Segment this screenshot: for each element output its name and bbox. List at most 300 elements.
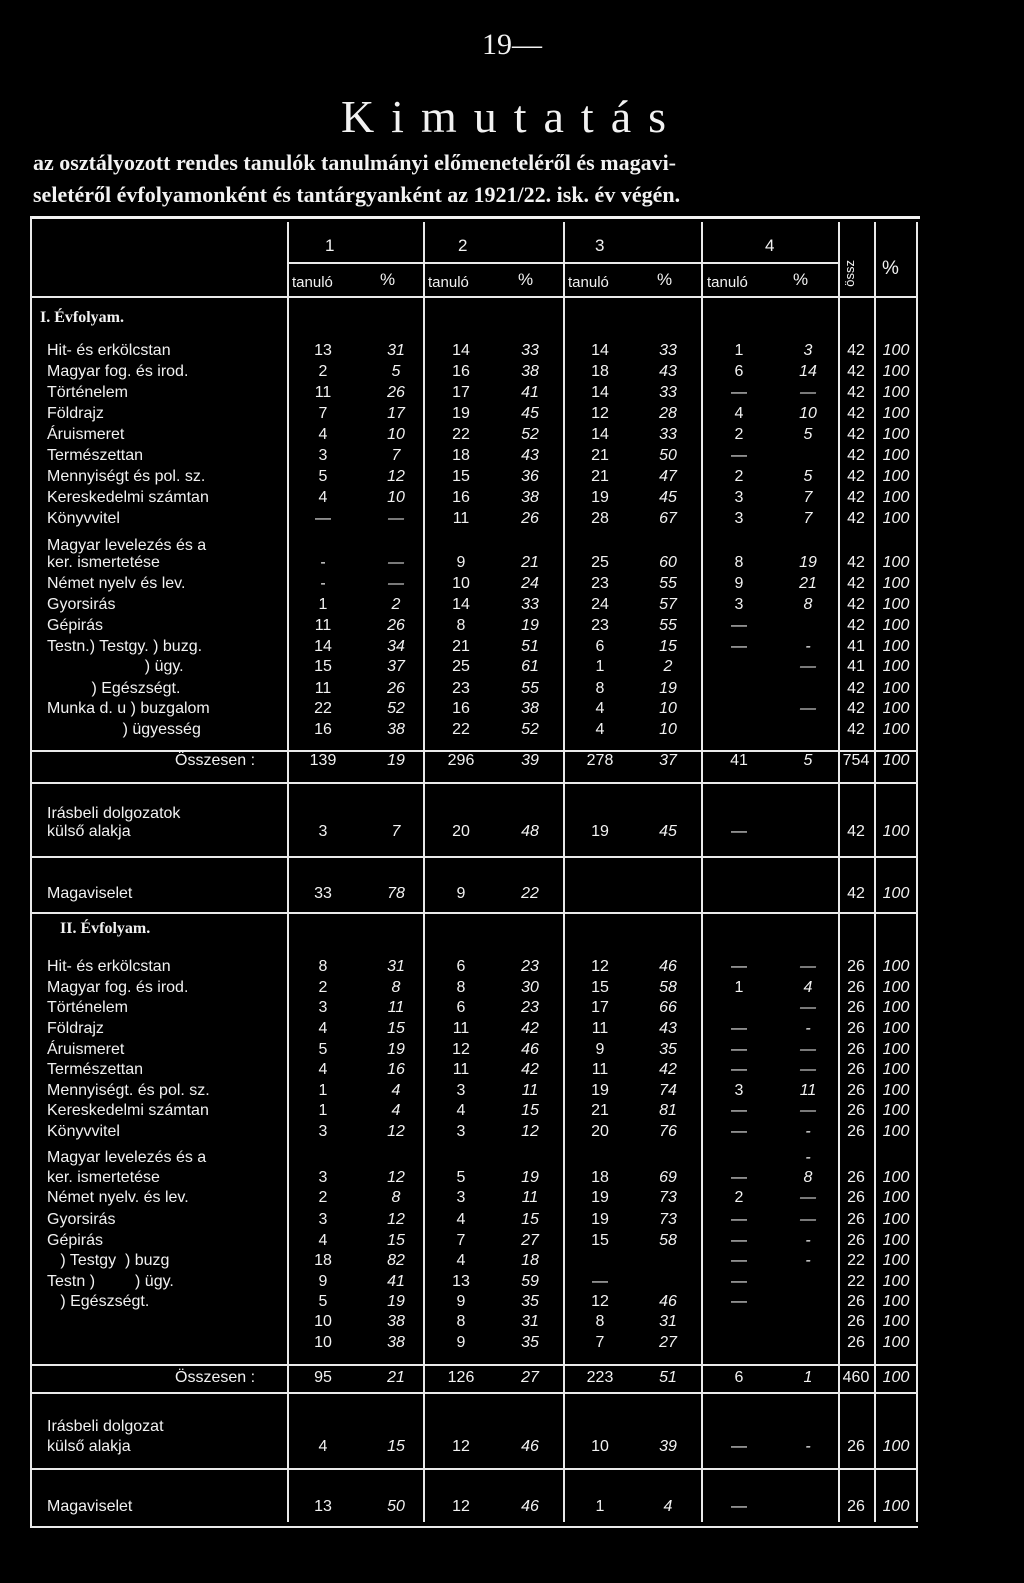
table-cell: — — [800, 658, 816, 675]
table-row — [0, 1230, 1024, 1251]
table-cell: 3 — [734, 596, 744, 613]
table-cell: 100 — [882, 1211, 910, 1228]
table-cell: 18 — [314, 1252, 332, 1269]
table-cell: 95 — [314, 1369, 332, 1386]
table-cell: 8 — [391, 979, 401, 996]
table-cell: 19 — [387, 1041, 405, 1058]
table-cell: 2 — [318, 1189, 328, 1206]
table-cell: 15 — [387, 1438, 405, 1455]
table-cell: 11 — [521, 1189, 539, 1206]
table-cell: 10 — [387, 426, 405, 443]
table-cell: 15 — [521, 1211, 539, 1228]
table-cell: 100 — [882, 1252, 910, 1269]
table-cell: 42 — [847, 363, 865, 380]
table-cell: 51 — [521, 638, 539, 655]
row-label: Földrajz — [47, 405, 104, 422]
table-cell: 126 — [447, 1369, 475, 1386]
table-cell: 100 — [882, 1438, 910, 1455]
table-cell: 55 — [521, 680, 539, 697]
table-cell: 2 — [318, 979, 328, 996]
table-cell: — — [731, 1232, 747, 1249]
table-cell: — — [800, 1189, 816, 1206]
table-cell: 18 — [452, 447, 470, 464]
table-cell: 10 — [659, 721, 677, 738]
table-cell: 4 — [318, 1020, 328, 1037]
table-cell: 41 — [387, 1273, 405, 1290]
table-cell: — — [800, 999, 816, 1016]
table-cell: 45 — [521, 405, 539, 422]
table-cell: 100 — [882, 1123, 910, 1140]
row-label: ker. ismertetése — [47, 1169, 160, 1186]
table-cell: — — [731, 1438, 747, 1455]
row-label: Hit- és erkölcstan — [47, 958, 171, 975]
table-cell: 45 — [659, 489, 677, 506]
table-cell: 100 — [882, 958, 910, 975]
table-row — [0, 719, 1024, 740]
col-pct-4: % — [793, 270, 809, 289]
table-cell: 26 — [387, 680, 405, 697]
table-cell: — — [388, 554, 404, 571]
table-row — [0, 977, 1024, 998]
table-cell: 24 — [591, 596, 609, 613]
table-cell: 4 — [391, 1082, 401, 1099]
subtitle-line-2: seletéről évfolyamonként és tantárgyanként az 1921/22. isk. év végén. — [33, 182, 681, 207]
table-cell: 28 — [659, 405, 677, 422]
table-row — [0, 1311, 1024, 1332]
table-cell: 22 — [521, 885, 539, 902]
col-pct-3: % — [657, 270, 673, 289]
col-tanulo-4: tanuló — [707, 274, 748, 291]
table-row — [0, 997, 1024, 1018]
table-row — [0, 1436, 1024, 1457]
table-cell: 18 — [591, 1169, 609, 1186]
table-cell: 22 — [452, 426, 470, 443]
table-cell: 11 — [314, 384, 332, 401]
table-row — [0, 445, 1024, 466]
table-cell: 12 — [452, 1498, 470, 1515]
table-cell: 48 — [521, 823, 539, 840]
table-cell: 3 — [318, 1211, 328, 1228]
table-row — [0, 466, 1024, 487]
row-label: Gépirás — [47, 617, 104, 634]
table-cell: 100 — [882, 1169, 910, 1186]
table-cell: 100 — [882, 721, 910, 738]
table-cell: 52 — [521, 426, 539, 443]
table-cell: — — [731, 1041, 747, 1058]
page-number: 19— — [482, 28, 542, 61]
table-cell: 23 — [521, 999, 539, 1016]
table-cell: 3 — [734, 489, 744, 506]
table-cell: 78 — [387, 885, 405, 902]
table-cell: 33 — [521, 342, 539, 359]
table-cell: 30 — [521, 979, 539, 996]
row-label: Mennyiségt. és pol. sz. — [47, 1082, 210, 1099]
table-cell: 42 — [847, 885, 865, 902]
table-cell: 26 — [847, 1020, 865, 1037]
table-cell: 10 — [452, 575, 470, 592]
table-cell: 12 — [591, 958, 609, 975]
table-cell: — — [800, 700, 816, 717]
row-label: Összesen : — [175, 752, 256, 769]
table-cell: 4 — [318, 489, 328, 506]
table-cell: 46 — [659, 958, 677, 975]
table-cell: 42 — [847, 384, 865, 401]
table-cell: 12 — [521, 1123, 539, 1140]
table-cell: 21 — [452, 638, 470, 655]
table-cell: — — [315, 510, 331, 527]
table-cell: 14 — [799, 363, 817, 380]
table-cell: 14 — [452, 596, 470, 613]
table-cell: 100 — [882, 1293, 910, 1310]
table-cell: 31 — [659, 1313, 677, 1330]
table-cell: 26 — [847, 1211, 865, 1228]
table-cell: 43 — [521, 447, 539, 464]
table-cell: — — [731, 1498, 747, 1515]
table-cell: 47 — [659, 468, 677, 485]
table-row — [0, 1080, 1024, 1101]
table-cell: 18 — [521, 1252, 539, 1269]
table-cell: 15 — [659, 638, 677, 655]
table-row — [0, 1187, 1024, 1208]
table-cell: 38 — [387, 1334, 405, 1351]
table-cell: 19 — [799, 554, 817, 571]
table-cell: 42 — [847, 596, 865, 613]
table-cell: 100 — [882, 1041, 910, 1058]
table-cell: 14 — [591, 342, 609, 359]
row-label: Hit- és erkölcstan — [47, 342, 171, 359]
table-cell: 6 — [734, 1369, 744, 1386]
table-cell: 41 — [847, 638, 865, 655]
table-cell: — — [731, 1169, 747, 1186]
table-cell: 100 — [882, 426, 910, 443]
row-label: Irásbeli dolgozat — [47, 1418, 164, 1435]
table-cell: 15 — [591, 979, 609, 996]
table-cell: — — [731, 617, 747, 634]
table-cell: 100 — [882, 658, 910, 675]
table-cell: - — [805, 1232, 811, 1249]
table-cell: — — [731, 1273, 747, 1290]
table-cell: 100 — [882, 999, 910, 1016]
table-cell: 4 — [734, 405, 744, 422]
table-cell: 26 — [847, 1438, 865, 1455]
table-cell: 21 — [591, 1102, 609, 1119]
table-cell: — — [731, 447, 747, 464]
table-cell: 59 — [521, 1273, 539, 1290]
table-cell: - — [320, 575, 326, 592]
row-label: Gyorsirás — [47, 1211, 116, 1228]
row-label: ) ügy. — [47, 658, 184, 675]
table-cell: 100 — [882, 700, 910, 717]
table-cell: 4 — [456, 1252, 466, 1269]
table-cell: 66 — [659, 999, 677, 1016]
table-cell: — — [731, 1252, 747, 1269]
table-cell: 31 — [387, 958, 405, 975]
table-cell: 11 — [591, 1020, 609, 1037]
table-cell: 17 — [591, 999, 609, 1016]
table-cell: — — [800, 958, 816, 975]
table-cell: 26 — [847, 1123, 865, 1140]
table-row — [0, 1209, 1024, 1230]
row-label: Földrajz — [47, 1020, 104, 1037]
table-row — [0, 1416, 1024, 1437]
col-tanulo-1: tanuló — [292, 274, 333, 291]
table-cell: 17 — [387, 405, 405, 422]
row-label: Mennyiségt és pol. sz. — [47, 468, 206, 485]
row-label: Testn ) ) ügy. — [47, 1273, 174, 1290]
table-cell: 3 — [456, 1123, 466, 1140]
table-cell: - — [805, 1149, 811, 1166]
table-cell: 11 — [591, 1061, 609, 1078]
table-cell: 42 — [847, 554, 865, 571]
col-total-pct: % — [882, 258, 899, 279]
table-cell: 100 — [882, 680, 910, 697]
table-cell: 100 — [882, 1020, 910, 1037]
table-cell: 3 — [734, 1082, 744, 1099]
table-cell: 1 — [595, 1498, 605, 1515]
table-row — [0, 552, 1024, 573]
table-row — [0, 1250, 1024, 1271]
total-row — [0, 1367, 1024, 1388]
table-cell: 42 — [521, 1020, 539, 1037]
table-cell: 43 — [659, 363, 677, 380]
table-cell: 9 — [456, 1293, 466, 1310]
table-cell: 19 — [659, 680, 677, 697]
table-cell: 4 — [318, 426, 328, 443]
table-cell: 139 — [309, 752, 337, 769]
table-row — [0, 1167, 1024, 1188]
table-cell: 14 — [591, 426, 609, 443]
table-cell: 33 — [659, 426, 677, 443]
table-cell: 11 — [521, 1082, 539, 1099]
row-label: Történelem — [47, 999, 128, 1016]
table-cell: 5 — [391, 363, 401, 380]
table-cell: 21 — [521, 554, 539, 571]
table-cell: 10 — [314, 1313, 332, 1330]
table-cell: 3 — [734, 510, 744, 527]
table-cell: 26 — [847, 999, 865, 1016]
table-cell: 100 — [882, 752, 910, 769]
table-cell: 7 — [456, 1232, 466, 1249]
table-cell: 42 — [847, 721, 865, 738]
col-pct-2: % — [518, 270, 534, 289]
table-cell: 100 — [882, 1334, 910, 1351]
table-cell: 34 — [387, 638, 405, 655]
section-heading-row — [0, 918, 1024, 939]
row-label: Magaviselet — [47, 1498, 133, 1515]
table-row — [0, 508, 1024, 529]
table-cell: — — [731, 1123, 747, 1140]
table-cell: 1 — [318, 596, 328, 613]
table-row — [0, 361, 1024, 382]
table-cell: 10 — [799, 405, 817, 422]
table-cell: 4 — [318, 1232, 328, 1249]
table-row — [0, 487, 1024, 508]
row-label: Magyar levelezés és a — [47, 1149, 207, 1166]
row-label: ker. ismertetése — [47, 554, 160, 571]
table-cell: 12 — [387, 468, 405, 485]
row-label: ) ügyesség — [47, 721, 201, 738]
table-cell: 22 — [452, 721, 470, 738]
table-cell: 100 — [882, 1232, 910, 1249]
table-cell: 41 — [847, 658, 865, 675]
table-row — [0, 1018, 1024, 1039]
table-cell: 5 — [456, 1169, 466, 1186]
table-cell: 35 — [521, 1293, 539, 1310]
table-row — [0, 1059, 1024, 1080]
table-row — [0, 1039, 1024, 1060]
table-cell: 19 — [591, 823, 609, 840]
table-cell: 27 — [521, 1232, 539, 1249]
table-cell: 26 — [847, 1082, 865, 1099]
table-cell: 38 — [387, 721, 405, 738]
table-cell: 26 — [847, 1498, 865, 1515]
table-cell: 19 — [387, 752, 405, 769]
table-cell: 26 — [847, 1334, 865, 1351]
table-row — [0, 883, 1024, 904]
row-label: Német nyelv és lev. — [47, 575, 186, 592]
table-cell: 23 — [521, 958, 539, 975]
table-cell: — — [731, 958, 747, 975]
table-cell: 11 — [452, 1020, 470, 1037]
table-cell: — — [731, 1020, 747, 1037]
table-cell: 8 — [803, 596, 813, 613]
table-cell: 15 — [314, 658, 332, 675]
subtitle-line-1: az osztályozott rendes tanulók tanulmányi előmeneteléről és magavi- — [33, 150, 677, 175]
table-cell: - — [805, 1252, 811, 1269]
table-cell: 21 — [591, 447, 609, 464]
row-label: Természettan — [47, 1061, 144, 1078]
table-cell: 39 — [659, 1438, 677, 1455]
table-cell: 26 — [387, 617, 405, 634]
table-row — [0, 698, 1024, 719]
table-cell: 3 — [456, 1082, 466, 1099]
table-cell: 19 — [591, 1082, 609, 1099]
table-cell: 19 — [521, 617, 539, 634]
table-cell: 16 — [452, 700, 470, 717]
table-cell: 24 — [521, 575, 539, 592]
table-cell: 9 — [456, 885, 466, 902]
table-cell: 41 — [521, 384, 539, 401]
row-label: Magyar fog. és irod. — [47, 979, 189, 996]
table-cell: 6 — [456, 999, 466, 1016]
table-cell: 100 — [882, 405, 910, 422]
table-cell: 33 — [314, 885, 332, 902]
row-label: ) Testgy ) buzg — [47, 1252, 170, 1269]
table-cell: 16 — [452, 489, 470, 506]
table-cell: 42 — [847, 426, 865, 443]
table-row — [0, 573, 1024, 594]
table-cell: 17 — [452, 384, 470, 401]
col-ossz: össz — [842, 260, 857, 287]
table-cell: 16 — [452, 363, 470, 380]
table-cell: 55 — [659, 617, 677, 634]
row-label: Testn.) Testgy. ) buzg. — [47, 638, 203, 655]
table-cell: 7 — [803, 510, 813, 527]
table-cell: 19 — [591, 1189, 609, 1206]
table-row — [0, 594, 1024, 615]
table-cell: 26 — [847, 958, 865, 975]
table-cell: 21 — [591, 468, 609, 485]
table-cell: 7 — [391, 447, 401, 464]
row-label: Gépirás — [47, 1232, 104, 1249]
table-cell: 6 — [456, 958, 466, 975]
table-cell: 7 — [595, 1334, 605, 1351]
table-cell: 100 — [882, 1102, 910, 1119]
table-cell: 20 — [452, 823, 470, 840]
table-cell: 5 — [318, 1041, 328, 1058]
table-cell: 16 — [387, 1061, 405, 1078]
table-cell: 100 — [882, 1273, 910, 1290]
table-row — [0, 1121, 1024, 1142]
table-cell: — — [731, 1102, 747, 1119]
table-cell: 12 — [591, 405, 609, 422]
table-cell: 12 — [452, 1438, 470, 1455]
row-label: Kereskedelmi számtan — [47, 1102, 209, 1119]
table-cell: 10 — [387, 489, 405, 506]
row-label: Magyar fog. és irod. — [47, 363, 189, 380]
table-cell: 61 — [521, 658, 539, 675]
table-cell: 42 — [521, 1061, 539, 1078]
table-cell: 26 — [847, 1102, 865, 1119]
table-cell: 23 — [591, 617, 609, 634]
table-cell: 42 — [847, 680, 865, 697]
table-cell: 100 — [882, 617, 910, 634]
table-cell: 12 — [387, 1123, 405, 1140]
table-cell: 52 — [521, 721, 539, 738]
table-cell: 22 — [847, 1252, 865, 1269]
row-label: Munka d. u ) buzgalom — [47, 700, 210, 717]
table-cell: 36 — [521, 468, 539, 485]
table-cell: 8 — [456, 979, 466, 996]
table-cell: 60 — [659, 554, 677, 571]
table-cell: 3 — [318, 447, 328, 464]
table-row — [0, 1100, 1024, 1121]
table-cell: 19 — [452, 405, 470, 422]
table-cell: 26 — [847, 1169, 865, 1186]
grade-2-header: 2 — [458, 236, 468, 255]
table-cell: 21 — [799, 575, 817, 592]
table-cell: 11 — [314, 680, 332, 697]
table-cell: 15 — [387, 1020, 405, 1037]
table-cell: 4 — [595, 721, 605, 738]
table-cell: 73 — [659, 1189, 677, 1206]
table-cell: 1 — [318, 1082, 328, 1099]
table-cell: 12 — [591, 1293, 609, 1310]
page-title: Kimutatás — [340, 91, 684, 142]
table-cell: 754 — [842, 752, 870, 769]
total-row — [0, 750, 1024, 771]
table-cell: 37 — [387, 658, 405, 675]
table-cell: 1 — [318, 1102, 328, 1119]
table-row — [0, 1147, 1024, 1168]
table-cell: 5 — [318, 1293, 328, 1310]
table-row — [0, 340, 1024, 361]
table-cell: 2 — [734, 426, 744, 443]
table-cell: 10 — [659, 700, 677, 717]
table-cell: 100 — [882, 1061, 910, 1078]
table-cell: 8 — [803, 1169, 813, 1186]
table-cell: 74 — [659, 1082, 677, 1099]
table-cell: 19 — [387, 1293, 405, 1310]
table-cell: — — [800, 1061, 816, 1078]
table-cell: 100 — [882, 885, 910, 902]
table-cell: 13 — [314, 342, 332, 359]
table-cell: — — [800, 1211, 816, 1228]
col-tanulo-2: tanuló — [428, 274, 469, 291]
table-cell: 42 — [847, 342, 865, 359]
table-cell: 9 — [318, 1273, 328, 1290]
table-cell: 26 — [521, 510, 539, 527]
